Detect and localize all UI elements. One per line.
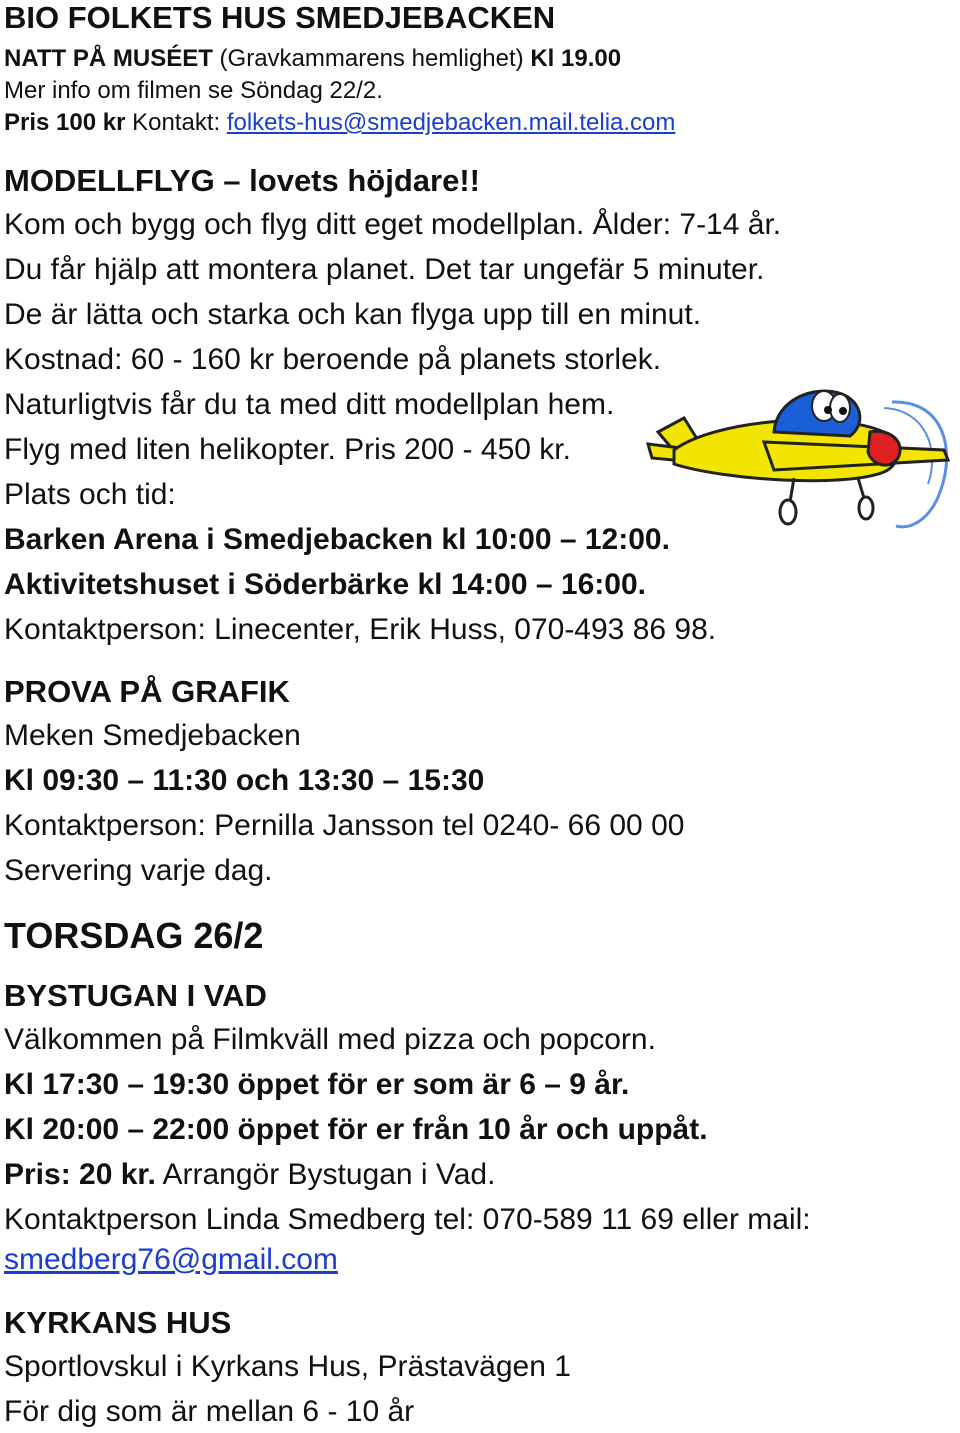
film-subtitle: (Gravkammarens hemlighet) — [212, 45, 531, 72]
modellflyg-line: Flyg med liten helikopter. Pris 200 - 450 kr. — [4, 433, 571, 466]
grafik-place: Meken Smedjebacken — [4, 719, 301, 752]
bystugan-price-line — [4, 1158, 495, 1192]
bystugan-title: BYSTUGAN I VAD — [4, 978, 267, 1013]
bio-title: BIO FOLKETS HUS SMEDJEBACKEN — [4, 0, 556, 35]
modellflyg-line: Du får hjälp att montera planet. Det tar ungefär 5 minuter. — [4, 253, 765, 286]
modellflyg-line: De är lätta och starka och kan flyga upp till en minut. — [4, 298, 702, 331]
film-time: Kl 19.00 — [530, 45, 622, 72]
modellflyg-line: Plats och tid: — [4, 478, 176, 511]
bystugan-contact: Kontaktperson Linda Smedberg tel: 070-589 11 69 eller mail: — [4, 1203, 811, 1236]
film-title: NATT PÅ MUSÉET — [4, 45, 213, 72]
bio-film-line — [4, 45, 621, 73]
grafik-time: Kl 09:30 – 11:30 och 13:30 – 15:30 — [4, 764, 485, 797]
bio-info-line: Mer info om filmen se Söndag 22/2. — [4, 77, 383, 104]
grafik-serving: Servering varje dag. — [4, 854, 273, 887]
grafik-title: PROVA PÅ GRAFIK — [4, 674, 290, 709]
modellflyg-line: Naturligtvis får du ta med ditt modellplan hem. — [4, 388, 615, 421]
modellflyg-line: Kom och bygg och flyg ditt eget modellplan. Ålder: 7-14 år. — [4, 208, 782, 241]
grafik-contact: Kontaktperson: Pernilla Jansson tel 0240- 66 00 00 — [4, 809, 685, 842]
kyrkans-hus-title: KYRKANS HUS — [4, 1305, 232, 1340]
bystugan-price: Pris: 20 kr. — [4, 1158, 156, 1191]
bystugan-email-link[interactable]: smedberg76@gmail.com — [4, 1243, 338, 1276]
bystugan-time-older: Kl 20:00 – 22:00 öppet för er från 10 år och uppåt. — [4, 1113, 708, 1146]
modellflyg-venue-time: Barken Arena i Smedjebacken kl 10:00 – 12:00. — [4, 523, 670, 556]
day-heading: TORSDAG 26/2 — [4, 915, 264, 956]
bystugan-time-young: Kl 17:30 – 19:30 öppet för er som är 6 – 9 år. — [4, 1068, 630, 1101]
bystugan-intro: Välkommen på Filmkväll med pizza och popcorn. — [4, 1023, 656, 1056]
modellflyg-line: Kostnad: 60 - 160 kr beroende på planets storlek. — [4, 343, 662, 376]
bystugan-organizer: Arrangör Bystugan i Vad. — [155, 1158, 496, 1191]
modellflyg-contact: Kontaktperson: Linecenter, Erik Huss, 070-493 86 98. — [4, 613, 717, 646]
bio-contact-label: Kontakt: — [125, 109, 227, 136]
kyrkans-hus-location: Sportlovskul i Kyrkans Hus, Prästavägen 1 — [4, 1350, 571, 1383]
cartoon-airplane-icon — [644, 380, 958, 540]
modellflyg-venue-time: Aktivitetshuset i Söderbärke kl 14:00 – 16:00. — [4, 568, 646, 601]
bio-price-line — [4, 109, 675, 137]
bio-price: Pris 100 kr — [4, 109, 126, 136]
kyrkans-hus-age: För dig som är mellan 6 - 10 år — [4, 1395, 415, 1428]
modellflyg-title: MODELLFLYG – lovets höjdare!! — [4, 163, 480, 198]
bio-contact-email-link[interactable]: folkets-hus@smedjebacken.mail.telia.com — [226, 109, 676, 136]
